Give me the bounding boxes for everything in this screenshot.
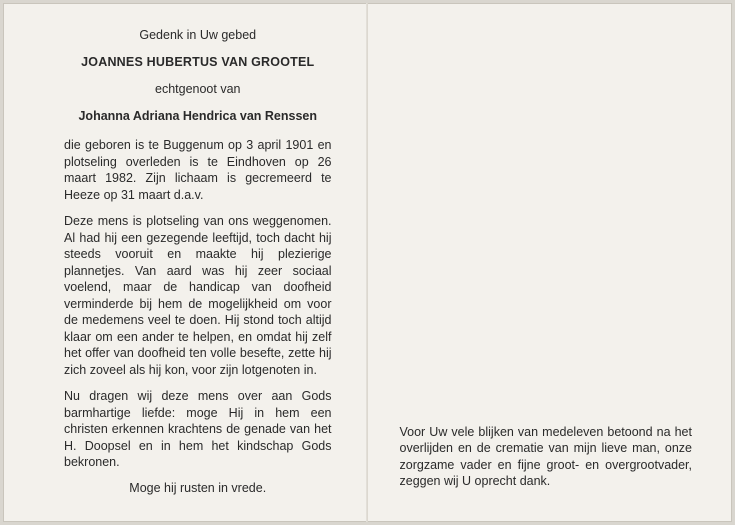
deceased-name: JOANNES HUBERTUS VAN GROOTEL: [81, 55, 315, 69]
prayer-paragraph: Nu dragen wij deze mens over aan Gods barmhartige liefde: moge Hij in hem een christen erkennen krachtens de genade van het H. Doopsel en in hem het kindschap Gods bekronen.: [64, 389, 332, 469]
closing-line: Moge hij rusten in vrede.: [129, 480, 267, 495]
intro-line: Gedenk in Uw gebed: [139, 28, 257, 42]
memorial-card: [3, 3, 732, 522]
birth-death-paragraph: die geboren is te Buggenum op 3 april 1901 en plotseling overleden is te Eindhoven op 26 maart 1982. Zijn lichaam is gecremeerd te Heeze op 31 maart d.a.v.: [64, 138, 332, 202]
spouse-name: Johanna Adriana Hendrica van Renssen: [78, 109, 317, 123]
tribute-paragraph: Deze mens is plotseling van ons weggenomen. Al had hij een gezegende leeftijd, toch dacht hij steeds vooruit en maakte hij plezierige plannetjes. Van aard was hij zeer sociaal voelend, maar de handicap van doofheid verminderde bij hem de mogelijkheid om voor de medemens veel te doen. Hij stond toch altijd klaar om een ander te helpen, en omdat hij zelf het offer van doofheid ten volle besefte, zette hij zich zoveel als hij kon, voor zijn lotgenoten in.: [64, 214, 332, 377]
left-panel: [3, 3, 368, 522]
spouse-label: echtgenoot van: [155, 82, 241, 96]
thanks-paragraph: Voor Uw vele blijken van medeleven betoond na het overlijden en de crematie van mijn lieve man, onze zorgzame vader en fijne groot- en overgrootvader, zeggen wij U oprecht dank.: [399, 424, 692, 488]
right-panel: [368, 3, 733, 522]
